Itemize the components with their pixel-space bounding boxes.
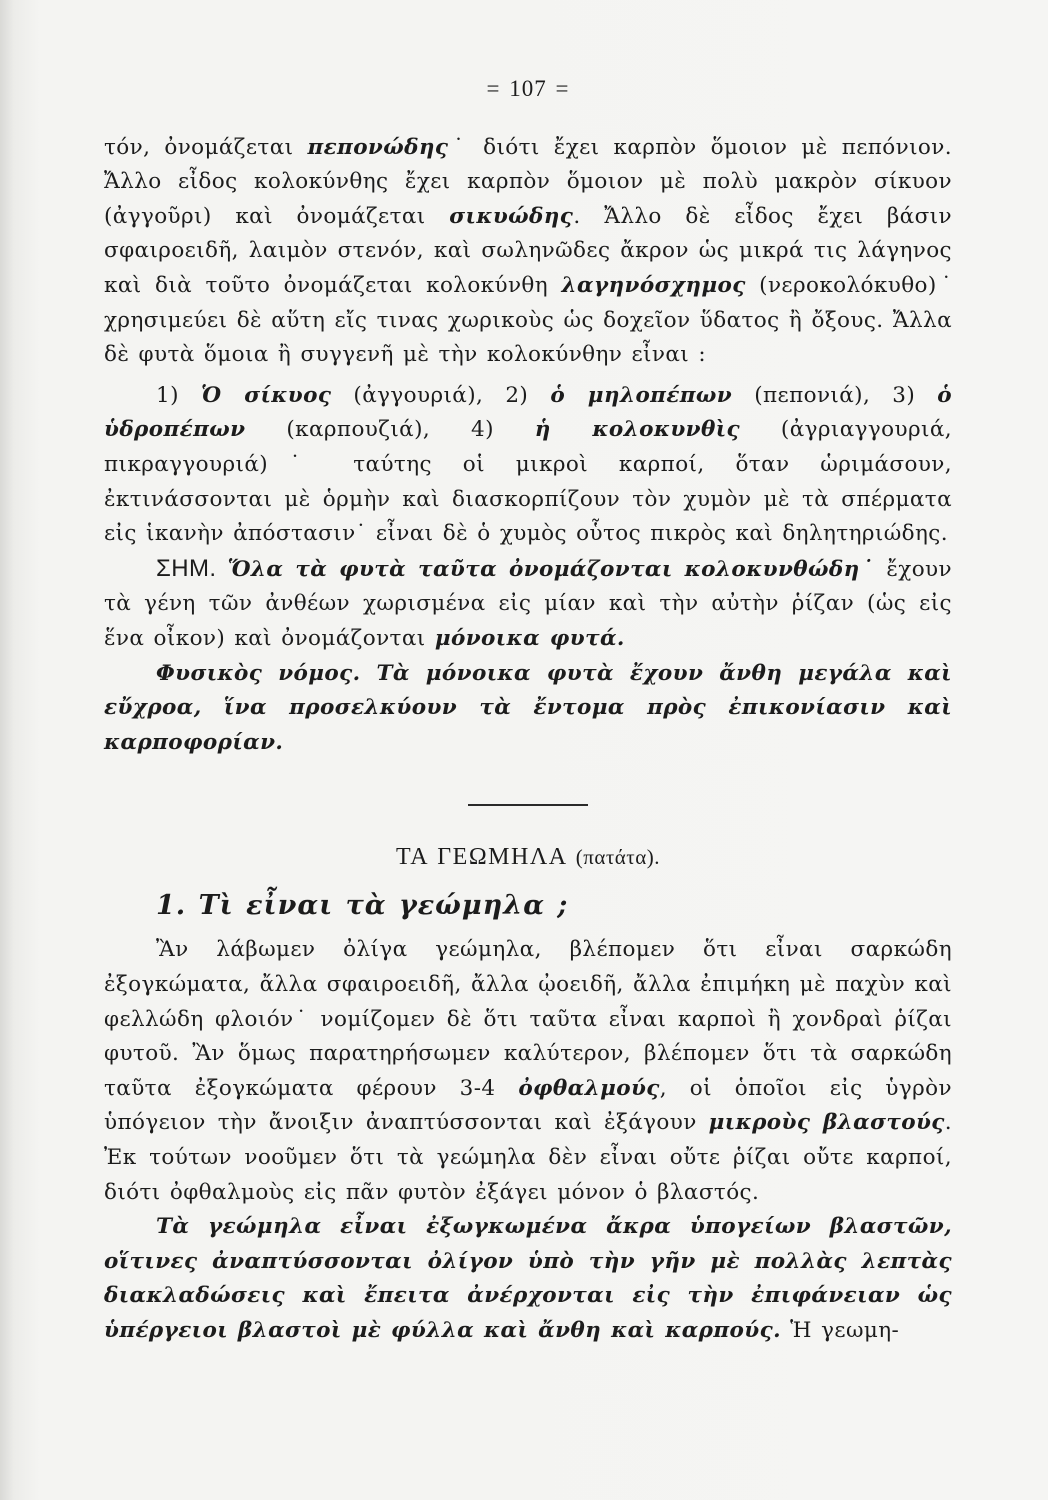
note-paragraph: ΣΗΜ. Ὅλα τὰ φυτὰ ταῦτα ὀνομάζονται κολοκυνθώδη˙ ἔχουν τὰ γένη τῶν ἀνθέων χωρισμένα εἰς μίαν καὶ τὴν αὐτὴν ῥίζαν (ὡς εἰς ἕνα οἶκον) καὶ ὀνομάζονται μόνοικα φυτά. — [104, 554, 952, 651]
section-title: ΤΑ ΓΕΩΜΗΛΑ (πατάτα). — [396, 844, 660, 871]
page-number: = 107 = — [486, 76, 570, 101]
section-divider — [468, 804, 588, 806]
natural-law-paragraph: Φυσικὸς νόμος. Τὰ μόνοικα φυτὰ ἔχουν ἄνθη μεγάλα καὶ εὔχροα, ἵνα προσελκύουν τὰ ἔντομα πρὸς ἐπικονίασιν καὶ καρποφορίαν. — [104, 660, 952, 755]
page-content — [104, 72, 952, 1349]
paragraph-conclusion: Τὰ γεώμηλα εἶναι ἐξωγκωμένα ἄκρα ὑπογείων βλαστῶν, οἵτινες ἀναπτύσσονται ὀλίγον ὑπὸ τὴν γῆν μὲ πολλὰς λεπτὰς διακλαδώσεις καὶ ἔπειτα ἀνέρχονται εἰς τὴν ἐπιφάνειαν ὡς ὑπέργειοι βλαστοὶ μὲ φύλλα καὶ ἄνθη καὶ καρπούς. Ἡ γεωμη- — [104, 1214, 952, 1343]
paragraph-1: τόν, ὀνομάζεται πεπονώδης˙ διότι ἔχει καρπὸν ὅμοιον μὲ πεπόνιον. Ἄλλο εἶδος κολοκύνθης ἔχει καρπὸν ὅμοιον μὲ πολὺ μακρὸν σίκυον (ἀγγοῦρι) καὶ ὀνομάζεται σικυώδης. Ἄλλο δὲ εἶδος ἔχει βάσιν σφαιροειδῆ, λαιμὸν στενόν, καὶ σωληνῶδες ἄκρον ὡς μικρά τις λάγηνος καὶ διὰ τοῦτο ὀνομάζεται κολοκύνθη λαγηνόσχημος (νεροκολόκυθο)˙ χρησιμεύει δὲ αὕτη εἴς τινας χωρικοὺς ὡς δοχεῖον ὕδατος ἢ ὄξους. Ἄλλα δὲ φυτὰ ὅμοια ἢ συγγενῆ μὲ τὴν κολοκύνθην εἶναι : — [104, 134, 952, 368]
question-heading: 1. Τὶ εἶναι τὰ γεώμηλα ; — [156, 889, 569, 921]
paragraph-potatoes: Ἂν λάβωμεν ὀλίγα γεώμηλα, βλέπομεν ὅτι εἶναι σαρκώδη ἐξογκώματα, ἄλλα σφαιροειδῆ, ἄλλα ᾠοειδῆ, ἄλλα ἐπιμήκη μὲ παχὺν καὶ φελλώδη φλοιόν˙ νομίζομεν δὲ ὅτι ταῦτα εἶναι καρποὶ ἢ χονδραὶ ῥίζαι φυτοῦ. Ἂν ὅμως παρατηρήσωμεν καλύτερον, βλέπομεν ὅτι τὰ σαρκώδη ταῦτα ἐξογκώματα φέρουν 3-4 ὀφθαλμούς, οἱ ὁποῖοι εἰς ὑγρὸν ὑπόγειον τὴν ἄνοιξιν ἀναπτύσσονται καὶ ἐξάγουν μικροὺς βλαστούς. Ἐκ τούτων νοοῦμεν ὅτι τὰ γεώμηλα δὲν εἶναι οὔτε ῥίζαι οὔτε καρποί, διότι ὀφθαλμοὺς εἰς πᾶν φυτὸν ἐξάγει μόνον ὁ βλαστός. — [104, 937, 952, 1205]
species-list-paragraph: 1) Ὁ σίκυος (ἀγγουριά), 2) ὁ μηλοπέπων (πεπονιά), 3) ὁ ὑδροπέπων (καρπουζιά), 4) ἡ κολοκυνθὶς (ἀγριαγγουριά, πικραγγουριά)˙ ταύτης οἱ μικροὶ καρποί, ὅταν ὡριμάσουν, ἐκτινάσσονται μὲ ὁρμὴν καὶ διασκορπίζουν τὸν χυμὸν μὲ τὰ σπέρματα εἰς ἱκανὴν ἀπόστασιν˙ εἶναι δὲ ὁ χυμὸς οὗτος πικρὸς καὶ δηλητηριώδης. — [104, 382, 952, 547]
